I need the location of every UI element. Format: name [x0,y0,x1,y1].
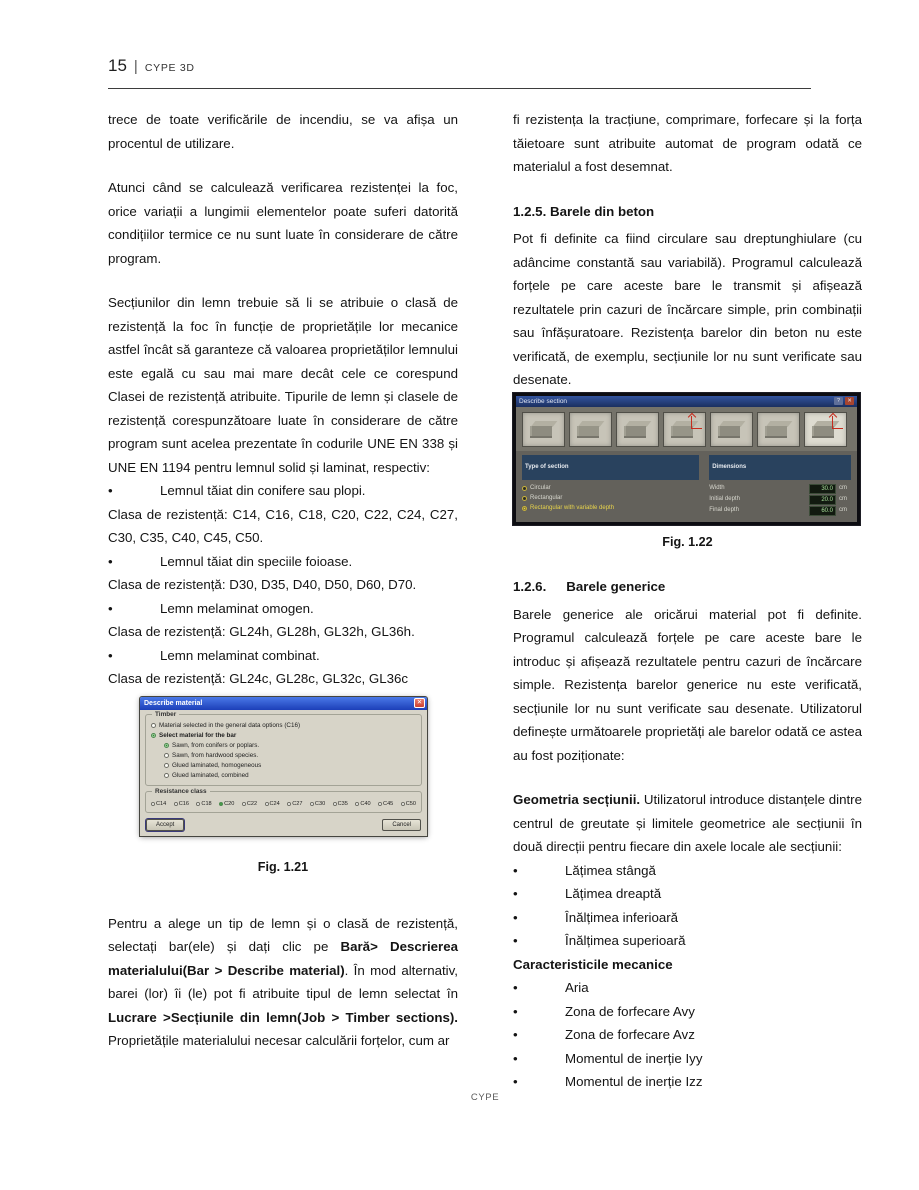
radio-option [151,721,416,731]
resistance-class-line: Clasa de rezistență: GL24h, GL28h, GL32h, GL36h. [108,624,415,639]
dialog-titlebar [516,396,857,407]
resistance-class-option [333,800,348,808]
dimension-row [709,494,851,505]
text-segment-bold: Bară> Descrierea materialului(Bar > Describe material) [108,939,458,978]
radio-icon [522,506,527,511]
page-footer: CYPE [470,1092,500,1103]
list-item-text: Momentul de inerție Izz [565,1074,703,1089]
panel-label: Type of section [522,455,699,481]
list-item [513,882,862,906]
resistance-class-option [401,800,416,808]
text-segment: . În mod alternativ, barei (lor) îi (le) pot fi atribuite tipul de lemn selectat în [108,962,458,1001]
resistance-class-option [196,800,211,808]
text-segment: Proprietățile materialului necesar calculării forțelor, cum ar [108,1033,450,1048]
two-column-layout [108,108,862,1094]
dimensions-panel [709,455,851,517]
list-item-text: Aria [565,980,589,995]
section-type-icon [616,412,659,447]
dialog-body [516,451,857,523]
radio-label: Material selected in the general data options (C16) [159,721,301,729]
figure-1-21 [140,697,427,836]
type-of-section-panel [522,455,699,517]
radio-label: C40 [360,800,371,807]
radio-option [164,761,416,771]
paragraph: Atunci când se calculează verificarea rezistenței la foc, orice variații a lungimii elementelor poate suferi datorită condițiilor termice ce nu sunt luate în considerare de către program. [108,180,458,266]
radio-option [522,483,699,493]
radio-label: Circular [530,485,551,491]
radio-icon [151,802,155,806]
paragraph: fi rezistența la tracțiune, comprimare, forfecare și la forța tăietoare sunt atribuite automat de program odată ce materialul a fost desemnat. [513,112,862,174]
resistance-class-group [145,787,422,813]
section-heading-1-2-5: 1.2.5. Barele din beton [513,203,655,219]
dimension-label: Initial depth [709,496,740,502]
dialog-buttons [145,818,422,831]
radio-label: Glued laminated, homogeneous [172,761,262,769]
paragraph: trece de toate verificările de incendiu, se va afișa un procentul de utilizare. [108,112,458,151]
radio-option [164,771,416,781]
header-divider: | [133,58,138,75]
resistance-class-option [355,800,370,808]
list-item [513,1070,862,1094]
radio-icon [151,733,156,738]
radio-icon [219,802,223,806]
list-item [108,644,458,668]
list-item [108,479,458,503]
bullet-marker: • [513,1050,518,1066]
dimension-unit: cm [839,496,847,502]
close-icon: ✕ [414,698,425,708]
bullet-marker: • [108,600,113,616]
radio-label: Rectangular with variable depth [530,505,615,511]
describe-material-dialog-screenshot [140,697,427,836]
radio-icon [522,496,527,501]
list-item-text: Lățimea stângă [565,862,656,878]
radio-label: C22 [246,800,258,807]
radio-option [164,751,416,761]
radio-icon [164,773,169,778]
radio-icon [333,802,337,806]
header-rule [108,88,811,89]
dimension-arrows-icon [691,416,702,429]
resistance-class-option [287,800,302,808]
right-column [513,108,862,1094]
bullet-marker: • [513,1074,518,1089]
radio-icon [401,802,405,806]
heading-label: Barele generice [566,579,666,594]
bullet-marker: • [513,933,518,948]
bullet-marker: • [513,909,518,925]
list-item [513,1047,862,1071]
dimension-unit: cm [839,485,847,491]
radio-icon [151,723,156,728]
resistance-class-option [310,800,325,808]
panel-label: Dimensions [709,455,851,481]
list-item-text: Lemnul tăiat din speciile foioase. [160,553,353,569]
dimension-arrows-icon [832,416,843,429]
section-type-icon [710,412,753,447]
list-item [513,906,862,930]
text-segment-bold: Lucrare >Secțiunile din lemn(Job > Timber sections). [108,1009,458,1025]
bullet-marker: • [513,1027,518,1042]
dimension-row [709,483,851,494]
help-icon: ? [834,397,843,405]
dimension-value-field: 30.0 [809,484,836,494]
section-type-icon [663,412,706,447]
radio-icon [242,802,246,806]
resistance-class-option [151,800,166,808]
radio-label: C35 [337,800,348,807]
dialog-body [140,710,427,836]
paragraph [108,912,458,1053]
paragraph [513,788,862,859]
bullet-marker: • [513,862,518,878]
group-label: Resistance class [152,788,210,796]
radio-label: C14 [156,800,167,807]
dialog-title: Describe material [144,699,203,707]
bullet-marker: • [513,980,518,995]
radio-icon [164,763,169,768]
list-item [108,550,458,574]
resistance-class-option [378,800,393,808]
dimension-row [709,505,851,516]
product-name: CYPE 3D [144,62,195,74]
close-icon: ✕ [845,397,854,405]
resistance-class-option [174,800,189,808]
dimension-unit: cm [839,507,847,513]
page-number: 15 [108,56,127,75]
resistance-class-row [151,798,416,808]
list-item [108,597,458,621]
list-item [513,1023,862,1047]
mechanical-characteristics-heading: Caracteristicile mecanice [513,956,673,972]
resistance-class-option [265,800,280,808]
radio-option [164,741,416,751]
figure-1-22 [513,393,860,526]
list-item [513,1000,862,1024]
radio-icon [287,802,291,806]
radio-icon [196,802,200,806]
dialog-titlebar [140,697,427,710]
list-item [513,976,862,1000]
radio-icon [355,802,359,806]
dimension-value-field: 60.0 [809,506,836,516]
radio-label: Sawn, from conifers or poplars. [172,741,260,749]
list-item-text: Înălțimea inferioară [565,909,679,925]
page-header [108,56,195,76]
radio-label: C50 [405,800,416,807]
radio-icon [310,802,314,806]
cancel-button: Cancel [382,819,421,831]
section-type-icon [804,412,847,447]
radio-label: Rectangular [530,495,563,501]
resistance-class-line: Clasa de rezistență: C14, C16, C18, C20, C22, C24, C27, C30, C35, C40, C45, C50. [108,506,458,545]
list-item [513,929,862,953]
heading-number: 1.2.6. [513,579,547,594]
paragraph: Pot fi definite ca fiind circulare sau dreptunghiulare (cu adâncime constantă sau variabilă). Programul calculează forțele pe care aceste bare le transmit și afișează rezultatele prin cazuri de încărcare simple, prin combinații sau înfășuratoare. Rezistența barelor din beton nu este verificată, de exemplu, secțiunile lor nu sunt verificate sau desenate. [513,231,862,387]
radio-label: C18 [201,800,212,807]
radio-icon [378,802,382,806]
list-item-text: Lățimea dreaptă [565,886,662,901]
radio-label: Glued laminated, combined [172,771,249,779]
radio-icon [164,753,169,758]
radio-icon [164,743,169,748]
resistance-class-option [219,800,234,808]
radio-option [151,731,416,741]
paragraph: Barele generice ale oricărui material pot fi definite. Programul calculează forțele pe care aceste bare le introduc și afișează rezultatele pentru cazuri de încărcare simple. Rezistența barelor generice nu este verificată, secțiunile lor nu sunt verificate sau desenate. Utilizatorul definește următoarele proprietăți ale barelor odată ce astea au fost poziționate: [513,606,862,763]
resistance-class-option [242,800,257,808]
radio-label: C30 [314,800,326,807]
radio-label: C24 [269,800,280,807]
list-item-text: Înălțimea superioară [565,933,686,948]
section-heading-1-2-6 [513,575,862,599]
figure-caption: Fig. 1.21 [257,859,309,874]
list-item-text: Lemn melaminat combinat. [160,647,320,663]
bullet-marker: • [108,553,113,569]
radio-label: C45 [383,800,394,807]
text-segment: Pentru a alege un tip de lemn și o clasă de rezistență, selectați bar(ele) și dați clic pe [108,915,458,954]
radio-icon [174,802,178,806]
bullet-marker: • [108,483,113,498]
bullet-marker: • [108,647,113,663]
resistance-class-line: Clasa de rezistență: D30, D35, D40, D50, D60, D70. [108,577,417,592]
text-segment: Utilizatorul introduce distanțele dintre centrul de greutate și limitele geometrice ale secțiunii în două direcții pentru fiecare din axele locale ale secțiunii: [513,792,862,854]
dimension-label: Final depth [709,507,739,513]
radio-option [522,493,699,503]
list-item-text: Lemn melaminat omogen. [160,600,314,616]
group-label: Timber [152,711,179,719]
resistance-class-line: Clasa de rezistență: GL24c, GL28c, GL32c, GL36c [108,671,409,686]
paragraph: Secțiunilor din lemn trebuie să li se atribuie o clasă de rezistență la foc în funcție de proprietățile lor mecanice astfel încât să garanteze că valoarea proprietăților lemnului este egală cu sau mai mare decât cele ce corespund Clasei de rezistență atribuite. Tipurile de lemn și clasele de rezistență corespunzătoare luate în considerare de către program sunt acelea prezentate în codurile UNE EN 338 și UNE EN 1194 pentru lemnul solid și laminat, respectiv: [108,295,458,475]
radio-option [522,503,699,513]
list-item-text: Zona de forfecare Avz [565,1027,695,1042]
section-type-icon [569,412,612,447]
radio-label: C16 [178,800,189,807]
left-column [108,108,458,1094]
dialog-title: Describe section [519,397,568,405]
list-item-text: Lemnul tăiat din conifere sau plopi. [160,483,366,498]
timber-group [145,710,422,786]
list-item-text: Momentul de inerție Iyy [565,1050,703,1066]
dimension-value-field: 20.0 [809,495,836,505]
section-type-icon [522,412,565,447]
radio-label: Select material for the bar [159,731,237,739]
accept-button: Accept [146,819,184,831]
section-type-icon [757,412,800,447]
section-type-gallery [516,407,857,451]
list-item [513,859,862,883]
figure-caption: Fig. 1.22 [662,535,713,549]
dimension-label: Width [709,485,725,491]
radio-label: Sawn, from hardwood species. [172,751,259,759]
bullet-marker: • [513,1003,518,1019]
radio-label: C20 [224,800,235,807]
radio-icon [522,486,527,491]
radio-icon [265,802,269,806]
text-segment-bold: Geometria secțiunii. [513,792,641,807]
bullet-marker: • [513,886,518,901]
radio-label: C27 [292,800,303,807]
list-item-text: Zona de forfecare Avy [565,1003,695,1019]
describe-section-dialog-screenshot [516,396,857,523]
